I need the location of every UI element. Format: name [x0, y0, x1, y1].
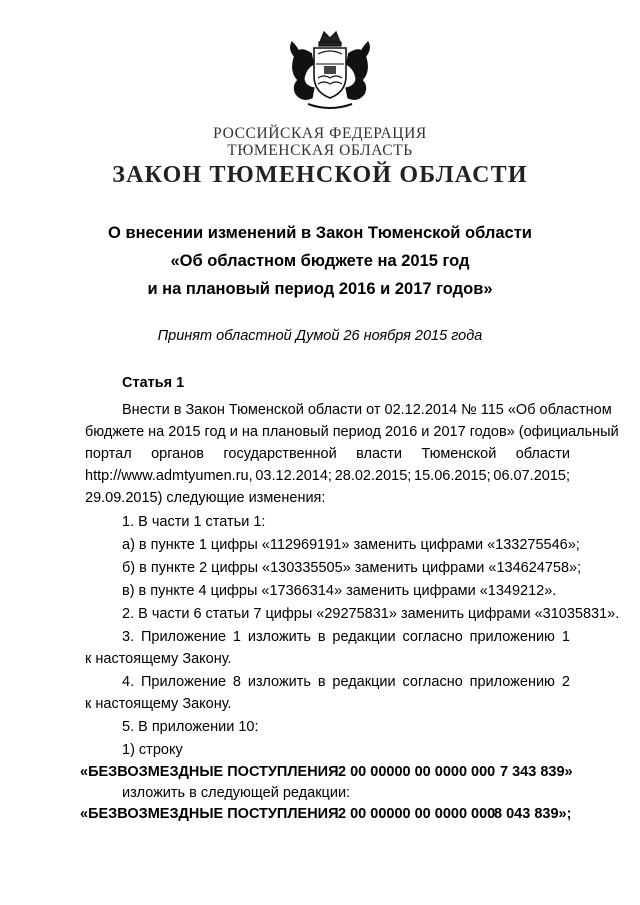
intro-line-2: бюджете на 2015 год и на плановый период 2016 и 2017 годов» (официальный [85, 424, 619, 440]
item-1a: а) в пункте 1 цифры «112969191» заменить цифрами «133275546»; [122, 537, 580, 553]
item-3-word: Приложение [140, 629, 227, 645]
item-4-word: согласно [402, 674, 463, 690]
item-4-word: изложить [247, 674, 311, 690]
budget-row-amount: 7 343 839» [500, 764, 573, 780]
budget-row-name: «БЕЗВОЗМЕЗДНЫЕ ПОСТУПЛЕНИЯ [80, 764, 339, 780]
item-4-word: приложению [469, 674, 555, 690]
item-4-word: 4. [122, 674, 135, 690]
budget-row-amount: 8 043 839»; [494, 806, 572, 822]
item-3-word: 1 [561, 629, 570, 645]
intro-word: http://www.admtyumen.ru, [85, 468, 253, 484]
coat-of-arms-icon [284, 28, 376, 114]
intro-word: органов [151, 446, 205, 462]
adoption-date: Принят областной Думой 26 ноября 2015 года [157, 328, 483, 344]
law-title-line-3: и на плановый период 2016 и 2017 годов» [147, 280, 493, 298]
item-3-word: в [317, 629, 326, 645]
item-3-word: 1 [232, 629, 241, 645]
item-5-1: 1) строку [122, 742, 183, 758]
item-4-word: 8 [232, 674, 241, 690]
intro-line-4 [85, 468, 570, 484]
law-title-line-2: «Об областном бюджете на 2015 год [170, 252, 470, 270]
intro-word: 15.06.2015; [414, 468, 491, 484]
header-country: РОССИЙСКАЯ ФЕДЕРАЦИЯ [213, 125, 427, 142]
item-4-word: редакции [332, 674, 396, 690]
intro-word: власти [356, 446, 403, 462]
intro-word: государственной [223, 446, 337, 462]
budget-row-code: 2 00 00000 00 0000 000 [338, 764, 496, 780]
item-4-word: 2 [561, 674, 570, 690]
intro-word: 28.02.2015; [334, 468, 412, 484]
intro-line-1: Внести в Закон Тюменской области от 02.12.2014 № 115 «Об областном [122, 402, 612, 418]
header-region: ТЮМЕНСКАЯ ОБЛАСТЬ [227, 142, 413, 159]
budget-row-name: «БЕЗВОЗМЕЗДНЫЕ ПОСТУПЛЕНИЯ [80, 806, 339, 822]
intro-word: портал [85, 446, 132, 462]
budget-row-code: 2 00 00000 00 0000 000 [338, 806, 496, 822]
item-1: 1. В части 1 статьи 1: [122, 514, 266, 530]
intro-line-3 [85, 446, 570, 462]
intro-word: области [515, 446, 570, 462]
item-3-tail: к настоящему Закону. [85, 651, 232, 667]
item-1b: б) в пункте 2 цифры «130335505» заменить цифрами «134624758»; [122, 560, 582, 576]
intro-word: 06.07.2015; [493, 468, 570, 484]
intro-word: Тюменской [421, 446, 497, 462]
new-edition-note: изложить в следующей редакции: [122, 785, 351, 801]
item-4-tail: к настоящему Закону. [85, 696, 232, 712]
law-title-line-1: О внесении изменений в Закон Тюменской области [108, 224, 532, 242]
header-doc-type: ЗАКОН ТЮМЕНСКОЙ ОБЛАСТИ [112, 162, 528, 188]
item-3-word: приложению [469, 629, 555, 645]
item-2: 2. В части 6 статьи 7 цифры «29275831» заменить цифрами «31035831». [122, 606, 620, 622]
intro-line-5: 29.09.2015) следующие изменения: [85, 490, 326, 506]
item-5: 5. В приложении 10: [122, 719, 259, 735]
item-1c: в) в пункте 4 цифры «17366314» заменить цифрами «1349212». [122, 583, 557, 599]
item-4-word: в [317, 674, 326, 690]
intro-word: 03.12.2014; [255, 468, 332, 484]
item-3-word: редакции [332, 629, 396, 645]
item-3 [122, 629, 570, 645]
item-3-word: согласно [402, 629, 463, 645]
item-4 [122, 674, 570, 690]
item-3-word: 3. [122, 629, 135, 645]
item-4-word: Приложение [140, 674, 227, 690]
article-heading: Статья 1 [122, 375, 185, 391]
item-3-word: изложить [247, 629, 311, 645]
